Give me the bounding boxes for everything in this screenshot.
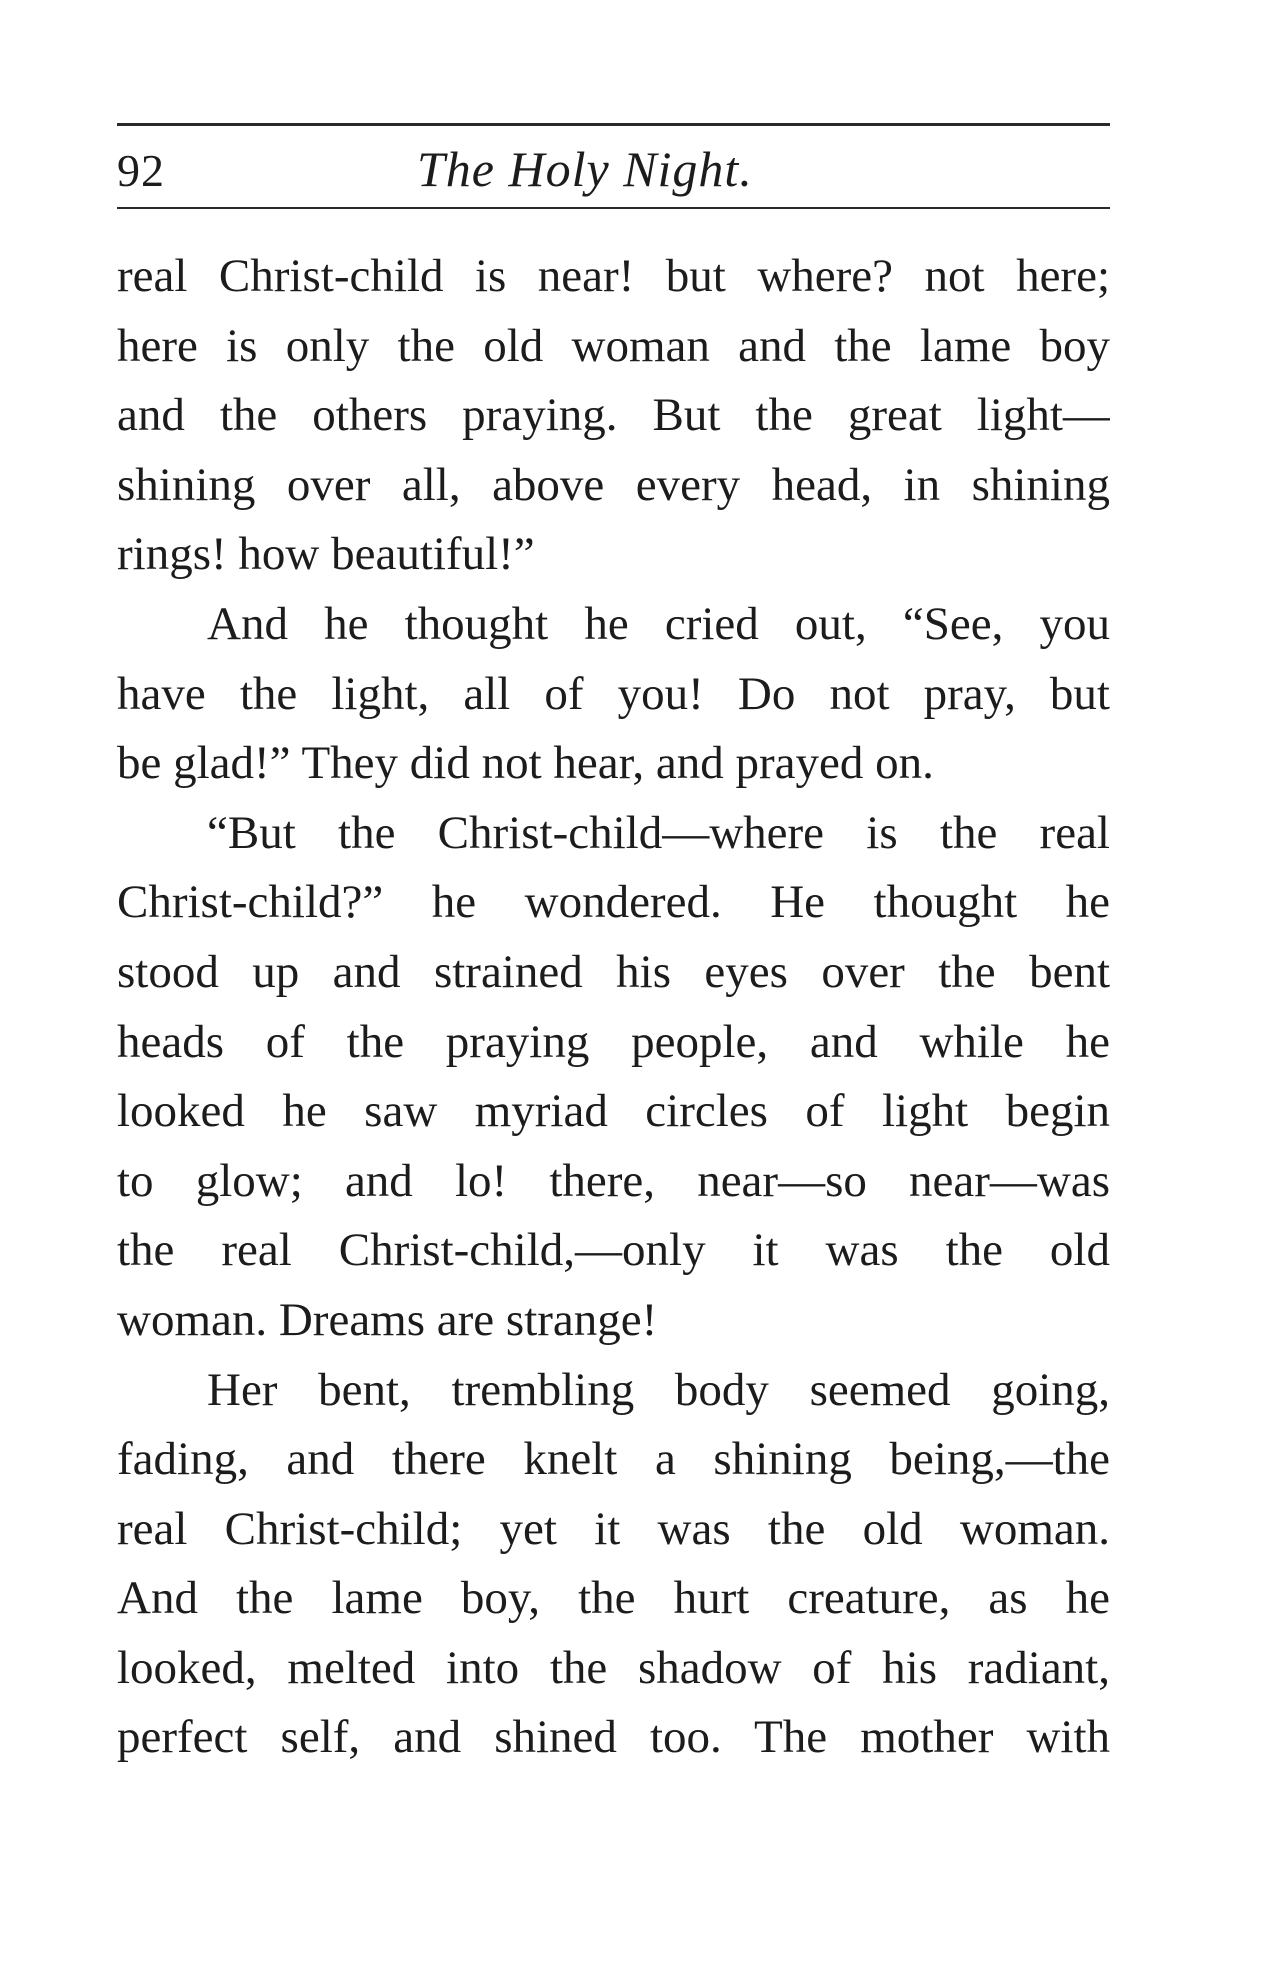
text-line: looked, melted into the shadow of his radiant, (117, 1641, 1110, 1694)
text-line: shining over all, above every head, in shining (117, 458, 1110, 511)
running-head (117, 133, 1110, 201)
page-number: 92 (117, 145, 165, 196)
text-line: “But the Christ-child—where is the real (207, 806, 1110, 859)
running-title: The Holy Night. (417, 141, 753, 197)
text-line: here is only the old woman and the lame boy (117, 319, 1110, 372)
text-line: to glow; and lo! there, near—so near—was (117, 1154, 1110, 1207)
text-line: woman. Dreams are strange! (117, 1293, 658, 1346)
text-line: perfect self, and shined too. The mother with (117, 1711, 1110, 1764)
text-line: the real Christ-child,—only it was the old (117, 1224, 1110, 1277)
text-line: And he thought he cried out, “See, you (207, 597, 1110, 650)
header-bottom-rule (117, 207, 1110, 209)
text-line: real Christ-child is near! but where? not here; (117, 250, 1110, 302)
text-line: real Christ-child; yet it was the old woman. (117, 1502, 1110, 1555)
header-top-rule (117, 123, 1110, 126)
body-text (117, 242, 1110, 1773)
text-line: fading, and there knelt a shining being,—the (117, 1433, 1110, 1486)
text-line: heads of the praying people, and while he (117, 1015, 1110, 1068)
text-line: have the light, all of you! Do not pray, but (117, 667, 1110, 720)
text-line: And the lame boy, the hurt creature, as he (117, 1572, 1110, 1625)
text-line: stood up and strained his eyes over the bent (117, 945, 1110, 998)
text-line: Christ-child?” he wondered. He thought he (117, 876, 1110, 929)
text-line: rings! how beautiful!” (117, 528, 535, 581)
text-line: be glad!” They did not hear, and prayed on. (117, 737, 934, 790)
text-line: and the others praying. But the great light— (117, 389, 1110, 442)
text-line: Her bent, trembling body seemed going, (207, 1363, 1110, 1416)
text-line: looked he saw myriad circles of light begin (117, 1085, 1110, 1138)
